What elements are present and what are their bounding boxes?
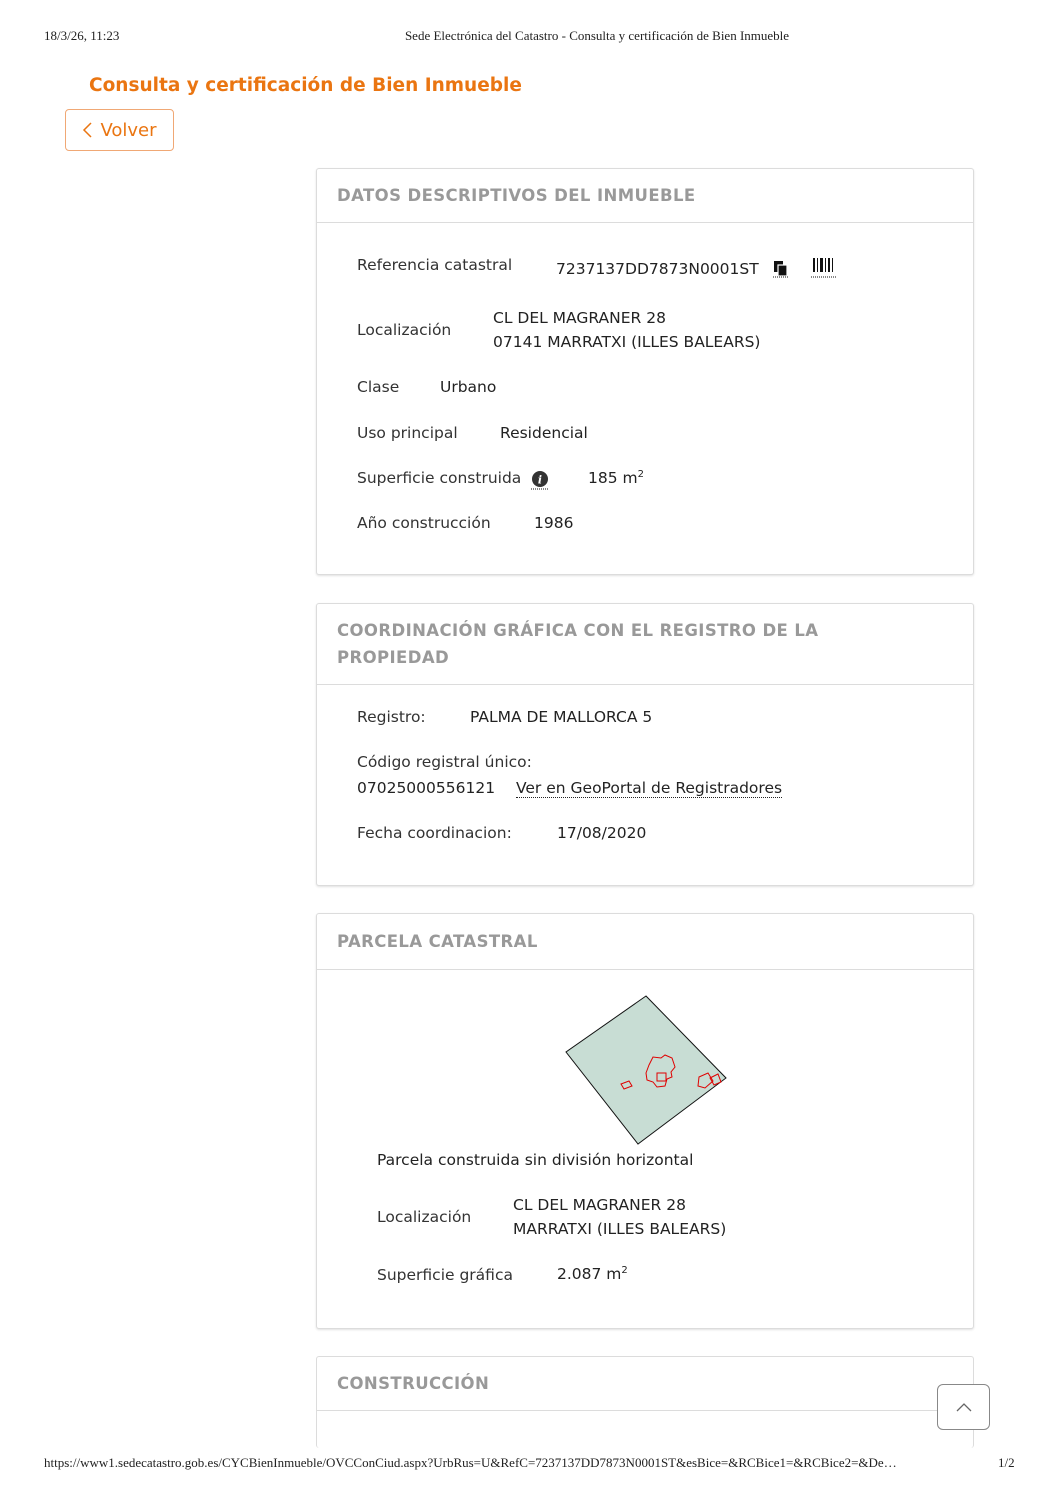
datos-descriptivos-title: DATOS DESCRIPTIVOS DEL INMUEBLE bbox=[317, 169, 973, 223]
chevron-left-icon bbox=[82, 122, 94, 138]
print-page-number: 1/2 bbox=[998, 1455, 1015, 1470]
coordinacion-body bbox=[317, 685, 973, 887]
registro-value: PALMA DE MALLORCA 5 bbox=[470, 708, 653, 726]
chevron-up-icon bbox=[956, 1402, 972, 1412]
parcela-localizacion-line1: CL DEL MAGRANER 28 bbox=[513, 1196, 686, 1214]
codigo-registral-label: Código registral único: bbox=[357, 753, 532, 771]
print-datetime: 18/3/26, 11:23 bbox=[44, 28, 120, 43]
uso-principal-label: Uso principal bbox=[357, 424, 458, 442]
scroll-top-button[interactable] bbox=[937, 1384, 990, 1430]
print-url: https://www1.sedecatastro.gob.es/CYCBienInmueble/OVCConCiud.aspx?UrbRus=U&RefC=7237137DD7873N0001ST&esBice=&RCBice1=&RCBice2=&De… bbox=[44, 1455, 897, 1470]
parcela-body bbox=[317, 970, 973, 1330]
construccion-title: CONSTRUCCIÓN bbox=[317, 1357, 973, 1411]
uso-principal-value: Residencial bbox=[500, 424, 588, 442]
parcela-title: PARCELA CATASTRAL bbox=[317, 914, 973, 970]
anio-construccion-label: Año construcción bbox=[357, 514, 491, 532]
localizacion-line2: 07141 MARRATXI (ILLES BALEARS) bbox=[493, 333, 761, 351]
localizacion-line1: CL DEL MAGRANER 28 bbox=[493, 309, 666, 327]
print-page-title: Sede Electrónica del Catastro - Consulta y certificación de Bien Inmueble bbox=[404, 28, 790, 43]
clase-value: Urbano bbox=[440, 378, 497, 396]
superficie-construida-label: Superficie construida bbox=[357, 469, 522, 487]
anio-construccion-value: 1986 bbox=[534, 514, 574, 532]
construccion-card bbox=[316, 1356, 974, 1448]
clase-label: Clase bbox=[357, 378, 400, 396]
svg-text:i: i bbox=[537, 473, 543, 487]
superficie-grafica-label: Superficie gráfica bbox=[377, 1266, 513, 1284]
info-icon[interactable] bbox=[531, 470, 549, 494]
fecha-coordinacion-value: 17/08/2020 bbox=[557, 824, 647, 842]
coordinacion-title: COORDINACIÓN GRÁFICA CON EL REGISTRO DE LA PROPIEDAD bbox=[317, 604, 973, 685]
page-title: Consulta y certificación de Bien Inmueble bbox=[89, 75, 522, 96]
parcela-card bbox=[316, 913, 974, 1329]
parcela-map[interactable] bbox=[563, 994, 728, 1146]
fecha-coordinacion-label: Fecha coordinacion: bbox=[357, 824, 512, 842]
copy-icon[interactable] bbox=[772, 260, 790, 282]
superficie-construida-value: 185 $m^2$ bbox=[588, 469, 644, 488]
barcode-icon[interactable] bbox=[811, 258, 837, 282]
geoportal-link[interactable]: Ver en GeoPortal de Registradores bbox=[516, 779, 783, 797]
codigo-registral-value: 07025000556121 bbox=[357, 779, 496, 797]
datos-descriptivos-card bbox=[316, 168, 974, 575]
ref-catastral-label: Referencia catastral bbox=[357, 256, 513, 274]
ref-catastral-value: 7237137DD7873N0001ST bbox=[556, 260, 759, 278]
superficie-grafica-value: 2.087 $m^2$ bbox=[557, 1265, 628, 1284]
coordinacion-card bbox=[316, 603, 974, 886]
parcela-tipo: Parcela construida sin división horizontal bbox=[377, 1151, 694, 1169]
parcela-localizacion-line2: MARRATXI (ILLES BALEARS) bbox=[513, 1220, 727, 1238]
datos-descriptivos-body bbox=[317, 223, 973, 575]
parcela-localizacion-label: Localización bbox=[377, 1208, 472, 1226]
registro-label: Registro: bbox=[357, 708, 426, 726]
localizacion-label: Localización bbox=[357, 321, 452, 339]
back-button-label: Volver bbox=[100, 119, 157, 141]
back-button[interactable] bbox=[65, 109, 174, 151]
